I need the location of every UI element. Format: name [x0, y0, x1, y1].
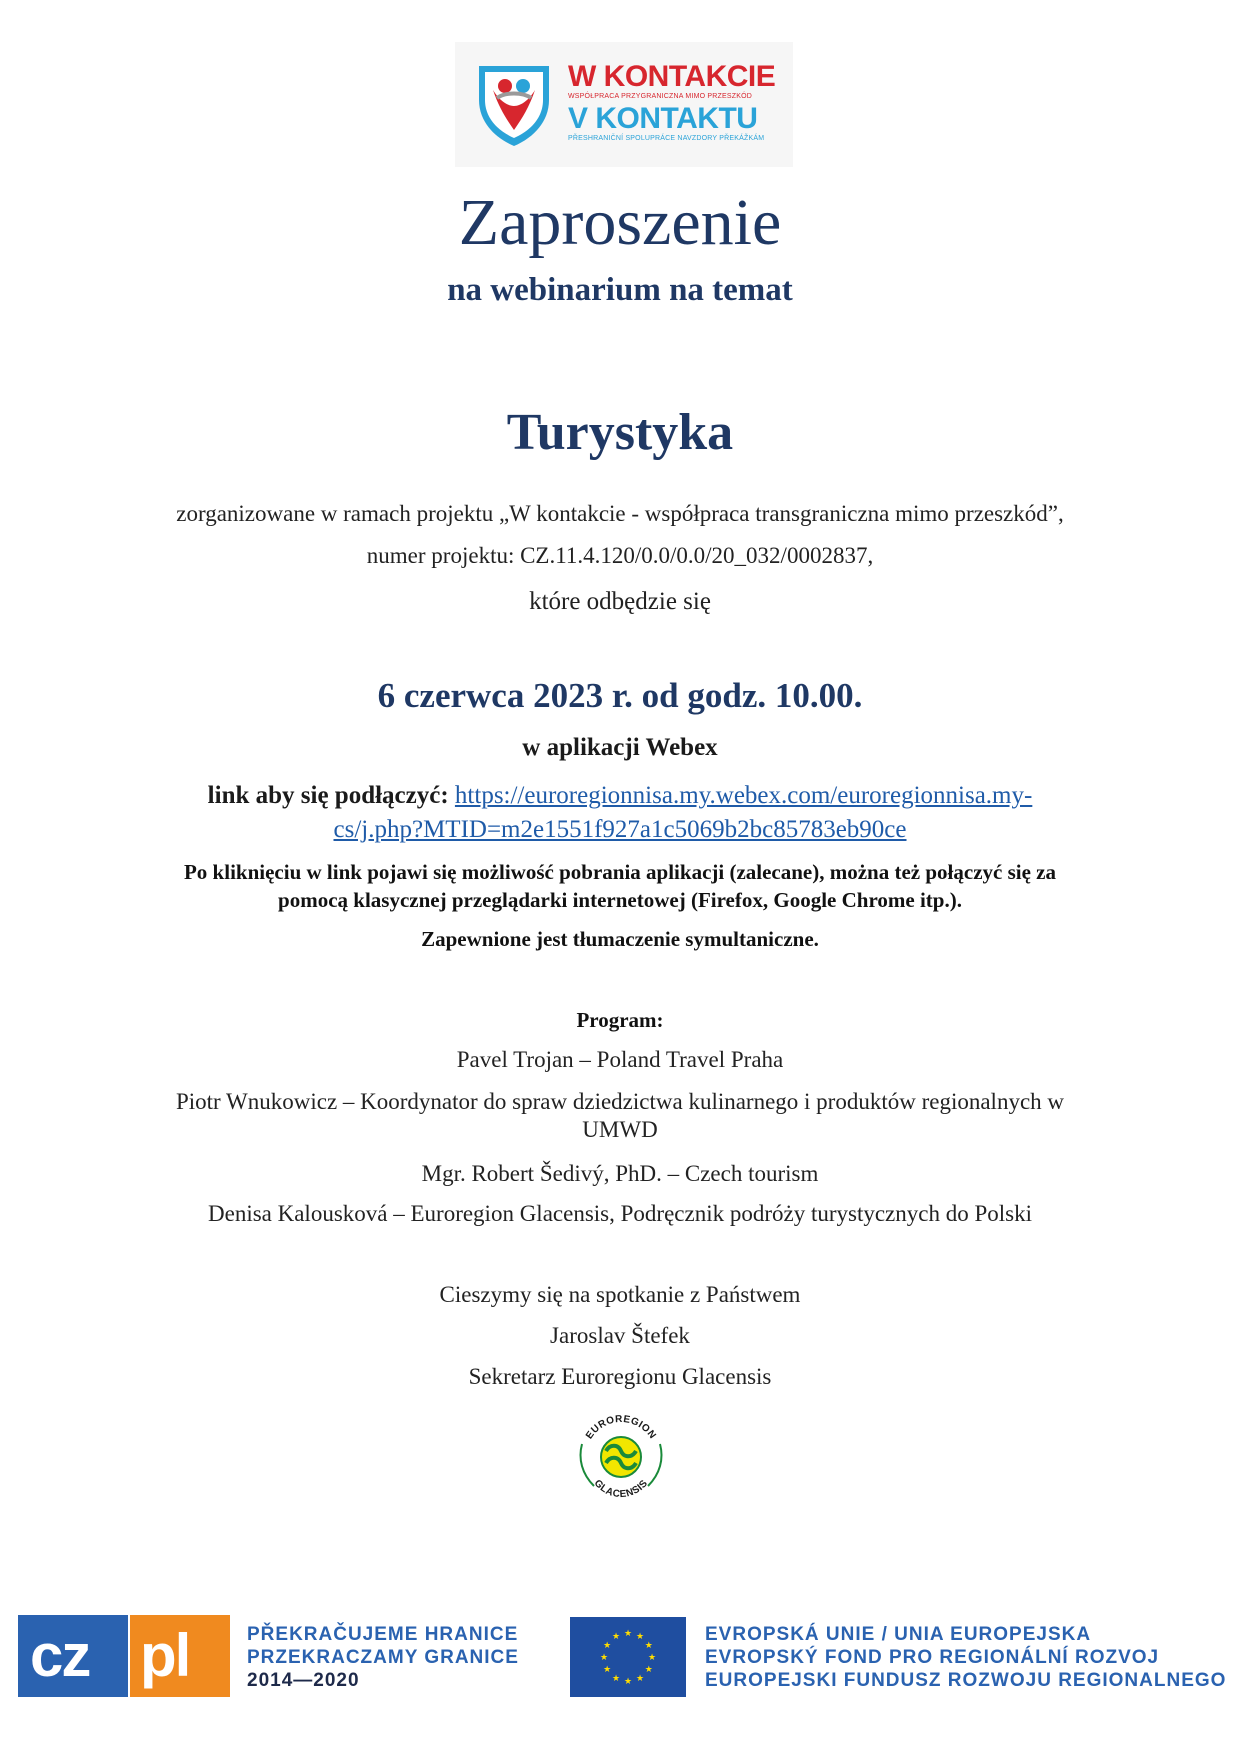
event-app: w aplikacji Webex: [522, 734, 718, 761]
program-item: Pavel Trojan – Poland Travel Praha: [456, 1047, 784, 1072]
program-item: Denisa Kalousková – Euroregion Glacensis, Podręcznik podróży turystycznych do Polski: [208, 1201, 1032, 1226]
eu-star-icon: ★: [611, 1631, 621, 1642]
page-subtitle: na webinarium na temat: [447, 272, 793, 308]
join-link-block: [0, 779, 1240, 847]
program-item: [0, 1088, 1240, 1144]
logo-subtitle-pl: WSPÓŁPRACA PRZYGRANICZNA MIMO PRZESZKÓD: [568, 93, 752, 100]
logo-title-pl: W KONTAKCIE: [568, 60, 776, 93]
join-link-label: link aby się podłączyć:: [207, 782, 449, 809]
eu-star-icon: ★: [599, 1652, 609, 1662]
eu-star-icon: ★: [611, 1672, 621, 1683]
join-instructions-line1: Po kliknięciu w link pojawi się możliwość pobrania aplikacji (zalecane), można też połączyć się za: [183, 860, 1056, 884]
handshake-emblem-icon: [475, 60, 553, 148]
eu-star-icon: ★: [644, 1640, 653, 1650]
czpl-programme-text: [247, 1623, 519, 1692]
translation-note: Zapewnione jest tłumaczenie symultaniczne.: [421, 927, 819, 951]
page-title: Zaproszenie: [458, 186, 782, 259]
eu-line-3: EUROPEJSKI FUNDUSZ ROZWOJU REGIONALNEGO: [705, 1670, 1227, 1691]
project-description: zorganizowane w ramach projektu „W kontakcie - współpraca transgraniczna mimo przeszkód”,: [176, 501, 1064, 526]
project-logo: [455, 42, 793, 167]
eu-star-icon: ★: [623, 1676, 633, 1686]
cz-pl-programme-logo: [18, 1615, 230, 1697]
signatory-name: Jaroslav Štefek: [550, 1323, 690, 1348]
program-item: Mgr. Robert Šedivý, PhD. – Czech tourism: [421, 1161, 819, 1186]
euroregion-glacensis-logo: [568, 1404, 674, 1510]
project-number: numer projektu: CZ.11.4.120/0.0/0.0/20_032/0002837,: [366, 543, 874, 568]
eu-flag-icon: [570, 1617, 686, 1697]
eu-star-icon: ★: [603, 1664, 612, 1674]
euroregion-logo-bottom-text: GLACENSIS: [591, 1477, 651, 1501]
czpl-pl-text: pl: [140, 1622, 190, 1689]
eu-star-icon: ★: [603, 1640, 612, 1650]
join-instructions: [0, 858, 1240, 914]
eu-funding-text: [705, 1623, 1226, 1692]
event-intro: które odbędzie się: [529, 588, 711, 615]
program-item-line1: Piotr Wnukowicz – Koordynator do spraw dziedzictwa kulinarnego i produktów regionalnych w: [175, 1089, 1065, 1114]
czpl-line-cz: PŘEKRAČUJEME HRANICE: [247, 1624, 519, 1645]
join-link-url-part1[interactable]: https://euroregionnisa.my.webex.com/euroregionnisa.my-: [454, 782, 1033, 809]
eu-star-icon: ★: [623, 1628, 633, 1638]
czpl-line-pl: PRZEKRACZAMY GRANICE: [247, 1647, 519, 1668]
logo-subtitle-cz: PŘESHRANIČNÍ SPOLUPRÁCE NAVZDORY PŘEKÁŽKÁM: [568, 135, 765, 142]
eu-star-icon: ★: [644, 1664, 653, 1674]
eu-star-icon: ★: [635, 1631, 645, 1642]
eu-line-1: EVROPSKÁ UNIE / UNIA EUROPEJSKA: [705, 1624, 1092, 1645]
czpl-cz-text: cz: [30, 1622, 90, 1689]
svg-text:GLACENSIS: [592, 1478, 651, 1500]
eu-star-icon: ★: [647, 1652, 657, 1662]
event-date: 6 czerwca 2023 r. od godz. 10.00.: [377, 676, 863, 715]
closing-greeting: Cieszymy się na spotkanie z Państwem: [439, 1282, 801, 1307]
czpl-years: 2014—2020: [247, 1670, 360, 1691]
program-item-line2: UMWD: [582, 1117, 658, 1142]
join-instructions-line2: pomocą klasycznej przeglądarki internetowej (Firefox, Google Chrome itp.).: [278, 888, 962, 912]
euroregion-logo-top-text: EUROREGION: [583, 1413, 659, 1442]
program-heading: Program:: [576, 1008, 664, 1032]
join-link-url-part2[interactable]: cs/j.php?MTID=m2e1551f927a1c5069b2bc85783eb90ce: [333, 816, 907, 843]
eu-star-icon: ★: [635, 1672, 645, 1683]
eu-line-2: EVROPSKÝ FOND PRO REGIONÁLNÍ ROZVOJ: [705, 1647, 1160, 1668]
signatory-role: Sekretarz Euroregionu Glacensis: [468, 1364, 772, 1389]
webinar-topic: Turystyka: [506, 404, 734, 461]
logo-title-cz: V KONTAKTU: [568, 102, 758, 135]
